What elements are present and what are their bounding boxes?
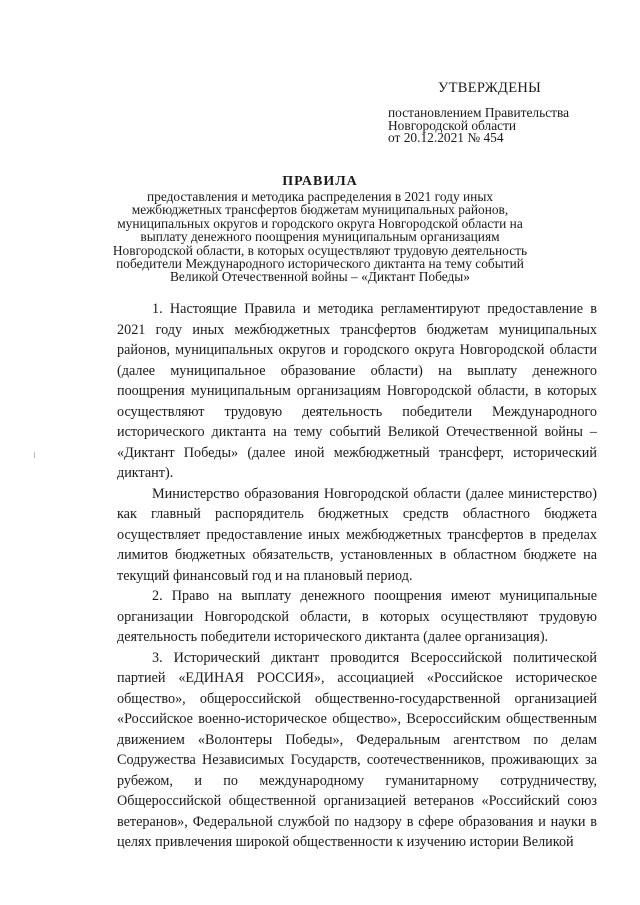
approval-line-2: Новгородской области	[388, 117, 517, 133]
margin-mark	[34, 452, 35, 458]
document-body	[117, 299, 597, 853]
paragraph-3: 2. Право на выплату денежного поощрения имеют муниципальные организации Новгородской области, в которых осуществляют трудовую деятельность победители исторического диктанта (далее организация).	[117, 588, 597, 645]
approval-heading: УТВЕРЖДЕНЫ	[438, 80, 542, 96]
paragraph-2: Министерство образования Новгородской области (далее министерство) как главный распорядитель бюджетных средств областного бюджета осуществляет предоставление иных межбюджетных трансфертов в пределах лимитов бюджетных обязательств, установленных в областном бюджете на текущий финансовый год и на плановый период.	[117, 485, 597, 584]
paragraph-4: 3. Исторический диктант проводится Всероссийской политической партией «ЕДИНАЯ РОССИЯ», ассоциацией «Российское историческое общество», общероссийской общественно-государственной организацией «Российское военно-историческое общество», Всероссийским общественным движением «Волонтеры Победы», Федеральным агентством по делам Содружества Независимых Государств, соотечественников, проживающих за рубежом, и по международному гуманитарному сотрудничеству, Общероссийской общественной организацией ветеранов «Российский союз ветеранов», Федеральной службой по надзору в сфере образования и науки в целях привлечения широкой общественности к изучению истории Великой	[117, 649, 597, 850]
approval-block	[388, 80, 628, 145]
paragraph-1: 1. Настоящие Правила и методика регламентируют предоставление в 2021 году иных межбюджетных трансфертов бюджетам муниципальных районов, муниципальных округов и городского округа Новгородской области (далее муниципальное образование области) на выплату денежного поощрения муниципальным организациям Новгородской области, в которых осуществляют трудовую деятельность победители Международного исторического диктанта на тему событий Великой Отечественной войны – «Диктант Победы» (далее иной межбюджетный трансферт, исторический диктант).	[117, 301, 597, 481]
approval-line-1: постановлением Правительства	[388, 105, 570, 120]
document-subtitle: предоставления и методика распределения в 2021 году иных межбюджетных трансфертов бюджетам муниципальных районов, муниципальных округов и городского округа Новгородской области на выплату денежного поощрения муниципальным организациям Новгородской области, в которых осуществляют трудовую деятельность победители Международного исторического диктанта на тему событий Великой Отечественной войны – «Диктант Победы»	[112, 189, 528, 285]
approval-line-3: от 20.12.2021 № 454	[388, 130, 504, 145]
document-title: ПРАВИЛА	[282, 174, 358, 189]
